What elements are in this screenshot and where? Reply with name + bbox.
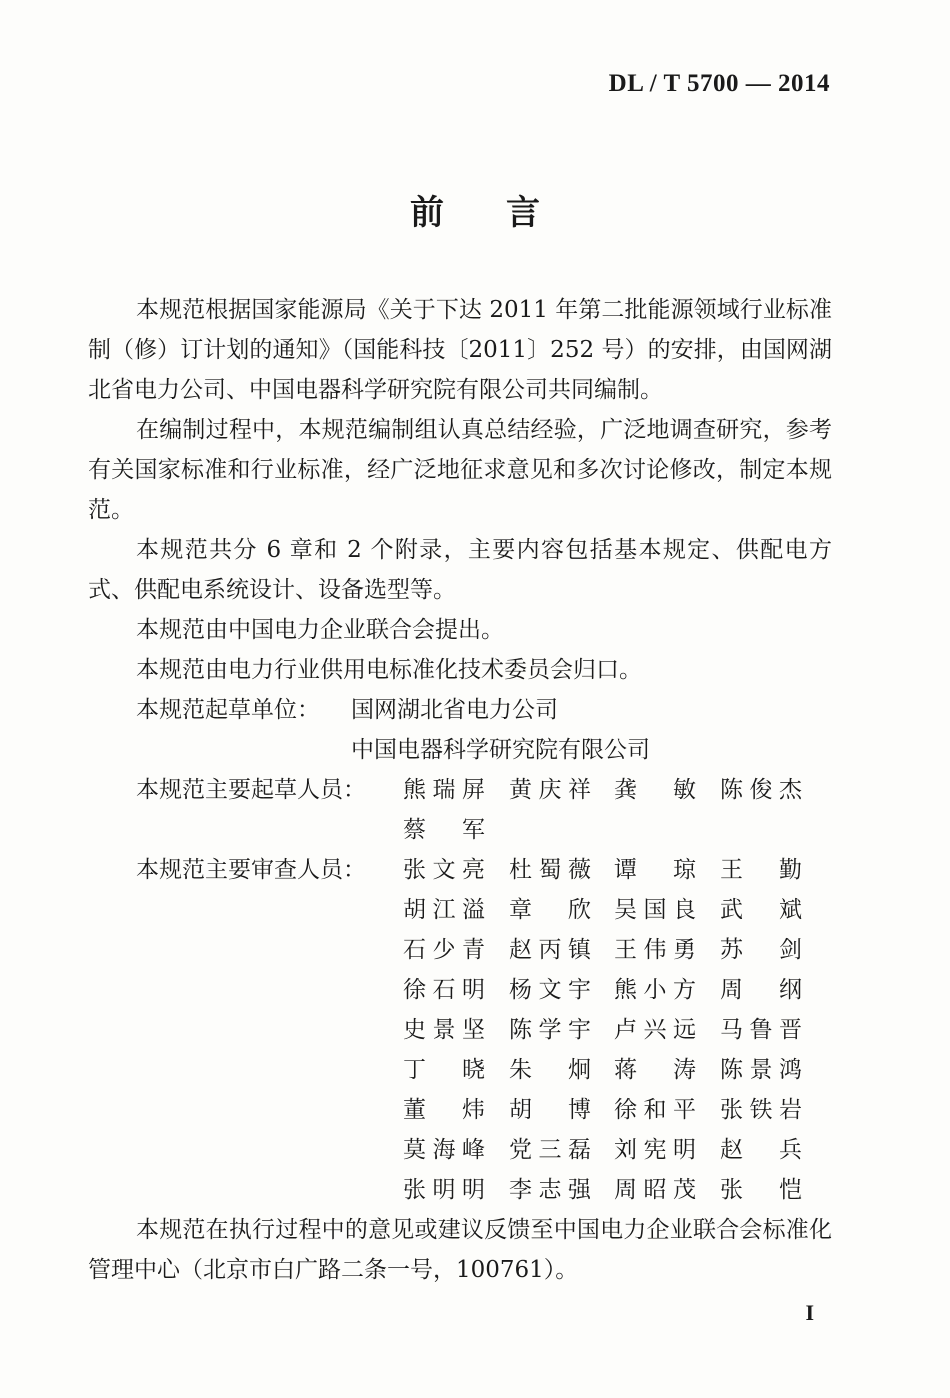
reviewer-name: 杜蜀薇 xyxy=(509,857,591,883)
document-code: DL / T 5700 — 2014 xyxy=(608,70,830,97)
reviewer-name: 章欣 xyxy=(509,897,591,923)
paragraph-contents: 本规范共分 6 章和 2 个附录，主要内容包括基本规定、供配电方式、供配电系统设计、设备选型等。 xyxy=(88,537,832,603)
page-title: 前言 xyxy=(410,193,602,233)
reviewer-name: 王伟勇 xyxy=(614,937,696,963)
reviewer-name: 刘宪明 xyxy=(614,1137,696,1163)
reviewer-name: 谭琼 xyxy=(614,857,696,883)
reviewer-name: 董炜 xyxy=(403,1097,485,1123)
paragraph-feedback: 本规范在执行过程中的意见或建议反馈至中国电力企业联合会标准化管理中心（北京市白广路二条一号，100761）。 xyxy=(88,1217,832,1283)
reviewer-name: 胡江溢 xyxy=(403,897,485,923)
reviewer-name: 党三磊 xyxy=(509,1137,591,1163)
reviewer-name: 张明明 xyxy=(403,1177,485,1203)
drafter-name: 熊瑞屏 xyxy=(403,777,485,803)
reviewer-name: 石少青 xyxy=(403,937,485,963)
reviewer-name: 张恺 xyxy=(720,1177,802,1203)
drafters-label: 本规范主要起草人员： xyxy=(136,777,366,803)
reviewer-name: 李志强 xyxy=(509,1177,591,1203)
reviewer-name: 赵兵 xyxy=(720,1137,802,1163)
drafter-name: 陈俊杰 xyxy=(720,777,802,803)
reviewer-name: 武斌 xyxy=(720,897,802,923)
drafting-unit-1: 国网湖北省电力公司 xyxy=(351,697,558,723)
drafting-unit-2: 中国电器科学研究院有限公司 xyxy=(351,737,650,763)
reviewer-name: 吴国良 xyxy=(614,897,696,923)
reviewer-name: 莫海峰 xyxy=(403,1137,485,1163)
reviewer-name: 赵丙镇 xyxy=(509,937,591,963)
reviewer-name: 杨文宇 xyxy=(509,977,591,1003)
drafter-name: 蔡军 xyxy=(403,817,485,843)
reviewer-name: 史景坚 xyxy=(403,1017,485,1043)
reviewer-name: 陈景鸿 xyxy=(720,1057,802,1083)
reviewer-name: 胡博 xyxy=(509,1097,591,1123)
drafter-name: 龚敏 xyxy=(614,777,696,803)
reviewer-name: 丁晓 xyxy=(403,1057,485,1083)
reviewer-name: 张铁岩 xyxy=(720,1097,802,1123)
reviewer-name: 周纲 xyxy=(720,977,802,1003)
reviewer-name: 马鲁晋 xyxy=(720,1017,802,1043)
reviewers-label: 本规范主要审查人员： xyxy=(136,857,366,883)
reviewer-name: 周昭茂 xyxy=(614,1177,696,1203)
reviewer-name: 王勤 xyxy=(720,857,802,883)
reviewer-name: 蒋涛 xyxy=(614,1057,696,1083)
reviewer-name: 卢兴远 xyxy=(614,1017,696,1043)
reviewer-name: 熊小方 xyxy=(614,977,696,1003)
reviewer-name: 苏剑 xyxy=(720,937,802,963)
page-number: I xyxy=(805,1300,814,1325)
paragraph-basis: 本规范根据国家能源局《关于下达 2011 年第二批能源领域行业标准制（修）订计划的通知》（国能科技〔2011〕252 号）的安排，由国网湖北省电力公司、中国电器科学研究院有限公司共同编制。 xyxy=(88,297,832,403)
drafter-name: 黄庆祥 xyxy=(509,777,591,803)
reviewer-name: 徐和平 xyxy=(614,1097,696,1123)
reviewer-name: 张文亮 xyxy=(403,857,485,883)
paragraph-centralized: 本规范由电力行业供用电标准化技术委员会归口。 xyxy=(136,657,642,683)
paragraph-process: 在编制过程中，本规范编制组认真总结经验，广泛地调查研究，参考有关国家标准和行业标准，经广泛地征求意见和多次讨论修改，制定本规范。 xyxy=(88,417,832,523)
reviewer-name: 朱炯 xyxy=(509,1057,591,1083)
reviewer-name: 陈学宇 xyxy=(509,1017,591,1043)
reviewer-name: 徐石明 xyxy=(403,977,485,1003)
paragraph-proposer: 本规范由中国电力企业联合会提出。 xyxy=(136,617,504,643)
drafting-units-label: 本规范起草单位： xyxy=(136,697,320,723)
